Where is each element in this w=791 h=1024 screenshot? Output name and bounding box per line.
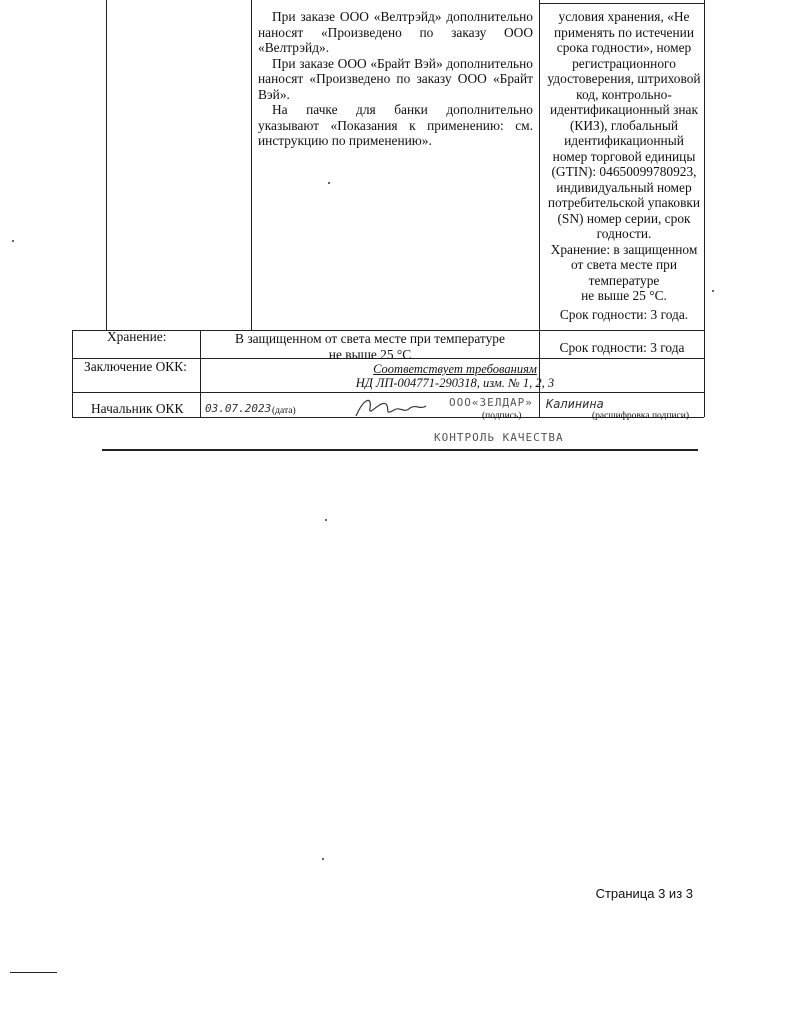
table-top-border (540, 3, 704, 4)
signature-caption: (подпись) (482, 411, 522, 421)
marking-line: условия хранения, «Не (558, 9, 690, 24)
handwritten-date: 03.07.2023 (205, 402, 272, 415)
table-col2-border (251, 0, 252, 330)
stamp-company: ООО«ЗЕЛДАР» (449, 396, 533, 409)
shelf-life: Срок годности: 3 года (559, 340, 685, 355)
decode-caption: (расшифровка подписи) (592, 411, 689, 421)
conclusion-value (205, 362, 705, 390)
table-left-border (106, 0, 107, 330)
marking-line: идентификационный (564, 133, 684, 148)
storage-value-line2: не выше 25 °С (328, 346, 412, 362)
marking-line: код, контрольно- (576, 86, 672, 102)
scan-speck (328, 182, 330, 184)
note-veltrade: При заказе ООО «Велтрэйд» дополнительно наносят «Произведено по заказу ООО «Велтрэйд». (258, 9, 533, 55)
table-row-divider-3 (72, 392, 704, 393)
conclusion-label: Заключение ОКК: (84, 359, 187, 374)
marking-details (544, 9, 704, 322)
marking-line: не выше 25 °С. (581, 288, 667, 303)
handwritten-name: Калинина (546, 397, 604, 411)
storage-value (205, 331, 535, 362)
marking-line: номер торговой единицы (552, 148, 696, 164)
stamp-quality-control: КОНТРОЛЬ КАЧЕСТВА (434, 431, 564, 444)
marking-line: потребительской упаковки (547, 195, 701, 210)
marking-line: удостоверения, штриховой (547, 71, 701, 86)
marking-line: регистрационного (572, 55, 676, 71)
marking-line: от света месте при (570, 257, 678, 272)
labeling-notes (258, 9, 533, 149)
marking-line: идентификационный знак (550, 102, 698, 117)
marking-line: применять по истечении (553, 24, 695, 40)
marking-line: годности. (596, 226, 652, 241)
table-right-border (704, 0, 705, 417)
scan-artifact-line (10, 972, 57, 973)
date-caption: (дата) (272, 406, 296, 416)
table-outer-left (72, 330, 73, 417)
scan-speck (322, 858, 324, 860)
table-label-divider (200, 330, 201, 417)
marking-line: индивидуальный номер (556, 179, 692, 195)
marking-line: температуре (588, 272, 660, 288)
conclusion-line2: НД ЛП-004771-290318, изм. № 1, 2, 3 (355, 376, 555, 390)
note-bright-way: При заказе ООО «Брайт Вэй» дополнительно наносят «Произведено по заказу ООО «Брайт Вэй». (258, 55, 533, 102)
note-indications: На пачке для банки дополнительно указывают «Показания к применению: см. инструкцию по применению». (258, 102, 533, 148)
marking-line: Хранение: в защищенном (550, 241, 698, 257)
scan-speck (712, 290, 714, 292)
scan-speck (325, 519, 327, 521)
document-rule (102, 449, 698, 451)
marking-line: (КИЗ), глобальный (569, 117, 679, 133)
storage-value-line1: В защищенном от света месте при температуре (235, 331, 505, 346)
conclusion-line1: Соответствует требованиям (373, 362, 537, 376)
signature-scribble (350, 394, 430, 422)
page-number: Страница 3 из 3 (595, 886, 693, 901)
scan-speck (12, 240, 14, 242)
marking-line: Срок годности: 3 года. (559, 306, 689, 322)
marking-line: срока годности», номер (556, 40, 692, 55)
storage-label: Хранение: (107, 329, 167, 344)
head-label: Начальник ОКК (91, 401, 184, 416)
marking-line: (GTIN): 04650099780923, (551, 164, 697, 179)
marking-line: (SN) номер серии, срок (557, 210, 691, 226)
